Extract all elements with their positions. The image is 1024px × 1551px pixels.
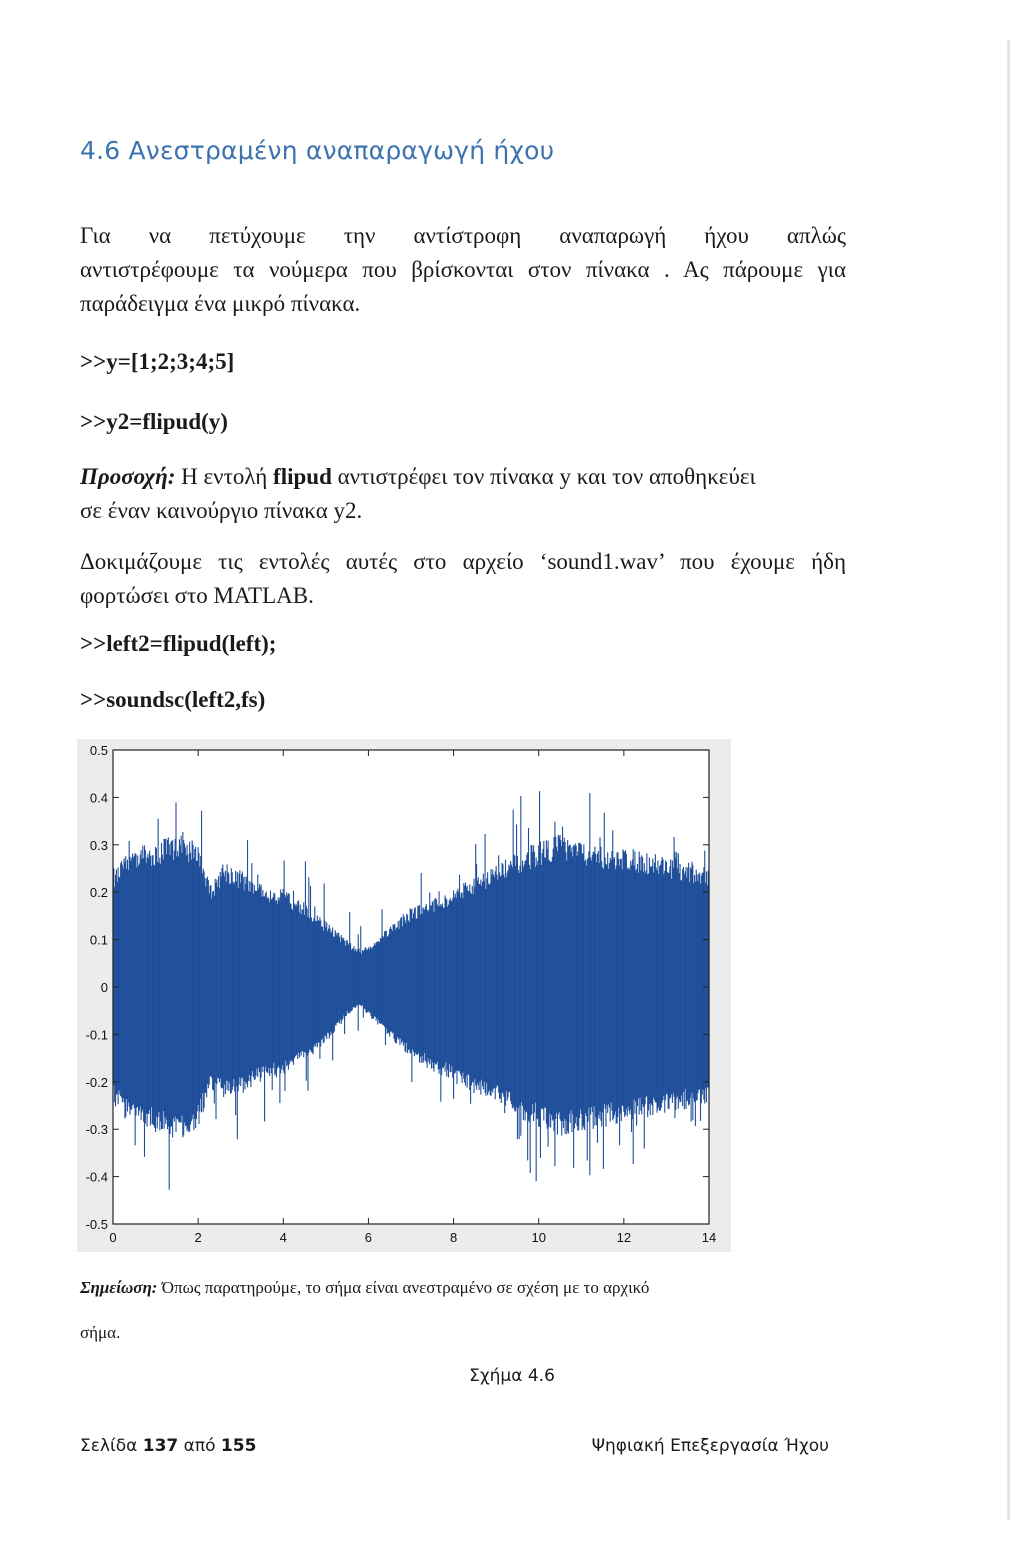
test-line-1: Δοκιμάζουμε τις εντολές αυτές στο αρχείο ‘sound1.wav’ που έχουμε ήδη <box>80 549 846 574</box>
y-tick-label: 0.5 <box>89 743 108 758</box>
caption-paragraph <box>80 1276 649 1300</box>
waveform-chart <box>77 739 731 1252</box>
x-tick-label: 0 <box>109 1230 117 1245</box>
y-tick-label: 0.1 <box>89 932 108 948</box>
footer-page-prefix: Σελίδα <box>80 1436 143 1456</box>
y-tick-label: 0 <box>100 980 108 995</box>
caption-label: Σημείωση: <box>80 1278 158 1297</box>
x-tick-label: 4 <box>279 1230 287 1245</box>
y-tick-label: -0.5 <box>85 1217 108 1232</box>
attention-keyword: flipud <box>273 464 332 489</box>
y-tick-label: 0.2 <box>89 885 108 901</box>
section-heading: 4.6 Ανεστραμένη αναπαραγωγή ήχου <box>80 136 555 165</box>
y-tick-label: -0.1 <box>85 1027 108 1043</box>
footer-page-total: 155 <box>220 1436 257 1456</box>
figure-label: Σχήμα 4.6 <box>469 1366 555 1386</box>
y-tick-label: 0.3 <box>89 837 108 853</box>
intro-line-3: παράδειγμα ένα μικρό πίνακα. <box>80 291 361 316</box>
attention-text-before: Η εντολή <box>175 464 274 489</box>
intro-line-1: Για να πετύχουμε την αντίστροφη αναπαρωγή ήχου απλώς <box>80 223 846 248</box>
x-tick-label: 8 <box>449 1230 458 1245</box>
footer-page-current: 137 <box>142 1436 179 1456</box>
caption-line-2: σήμα. <box>80 1323 121 1342</box>
attention-label: Προσοχή: <box>80 464 176 489</box>
code-line-y2: >>y2=flipud(y) <box>80 409 228 434</box>
x-tick-label: 12 <box>616 1230 632 1245</box>
footer-page-middle: από <box>178 1436 221 1456</box>
code-line-left2: >>left2=flipud(left); <box>80 631 277 656</box>
intro-line-2: αντιστρέφουμε τα νούμερα που βρίσκονται στον πίνακα . Ας πάρουμε για <box>80 257 846 282</box>
y-tick-label: 0.4 <box>89 790 108 806</box>
code-line-soundsc: >>soundsc(left2,fs) <box>80 687 266 712</box>
x-tick-label: 14 <box>701 1230 717 1245</box>
code-line-y: >>y=[1;2;3;4;5] <box>80 349 235 374</box>
attention-text-after: αντιστρέφει τον πίνακα y και τον αποθηκεύει <box>331 464 756 489</box>
x-tick-label: 10 <box>531 1230 546 1245</box>
y-tick-label: -0.2 <box>85 1074 108 1090</box>
attention-paragraph <box>80 460 846 494</box>
caption-text: Όπως παρατηρούμε, το σήμα είναι ανεστραμένο σε σχέση με το αρχικό <box>157 1278 650 1297</box>
y-tick-label: -0.4 <box>85 1169 108 1185</box>
page-spine-shadow <box>1007 40 1010 1520</box>
footer-page-number <box>80 1436 256 1456</box>
x-tick-label: 6 <box>364 1230 373 1245</box>
waveform-figure <box>77 739 731 1252</box>
footer-book-title: Ψηφιακή Επεξεργασία Ήχου <box>591 1436 829 1456</box>
attention-line-2: σε έναν καινούργιο πίνακα y2. <box>80 498 363 523</box>
y-tick-label: -0.3 <box>85 1122 108 1138</box>
x-tick-label: 2 <box>194 1230 202 1245</box>
test-line-2: φορτώσει στο MATLAB. <box>80 583 314 608</box>
